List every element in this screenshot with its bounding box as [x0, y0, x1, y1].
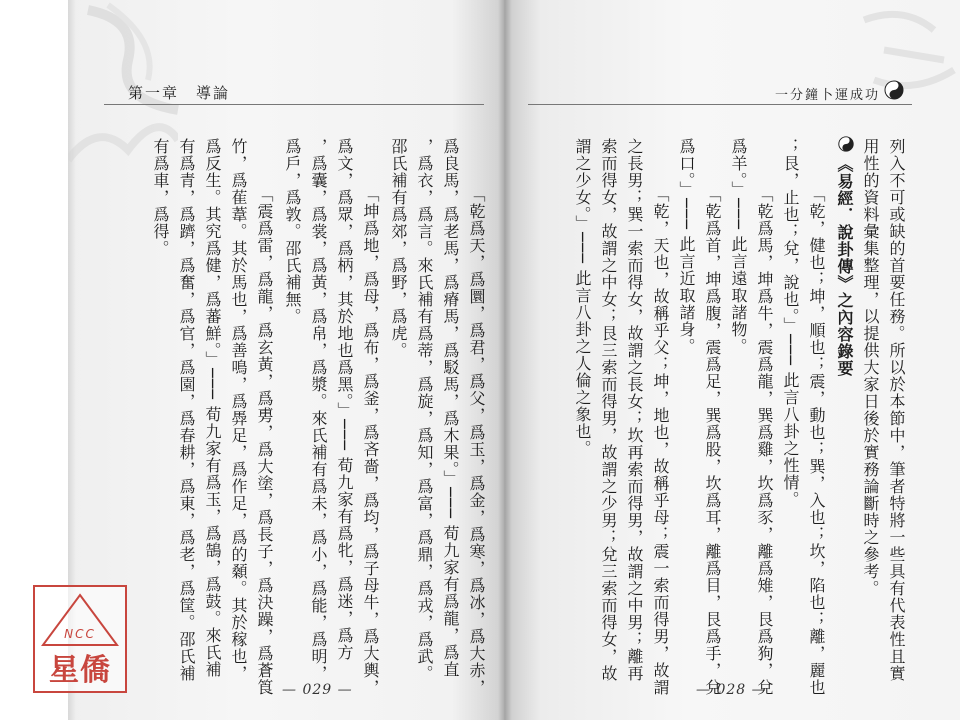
text-column: 爲文，爲眾，爲柄，其於地也爲黑。」─── 荀九家有爲牝，爲迷，爲方	[335, 138, 354, 661]
text-column: 爲口。」─── 此言近取諸身。	[677, 138, 696, 355]
text-column: 「震爲雷，爲龍，爲玄黃，爲旉，爲大塗，爲長子，爲決躁，爲蒼筤	[255, 186, 274, 696]
text-column: ，爲衣，爲言。來氏補有爲蒂，爲旋，爲知，爲富，爲鼎，爲戎，爲武。	[415, 138, 434, 682]
text-column: 有爲青，爲躋，爲奮，爲官，爲園，爲春耕，爲東，爲老，爲筐。邵氏補	[177, 138, 196, 682]
right-page	[504, 0, 960, 720]
text-column: 爲反生。其究爲健，爲蕃鮮。」─── 荀九家有爲玉，爲鵠，爲鼓。來氏補	[203, 138, 222, 678]
yin-yang-icon	[884, 80, 904, 100]
text-column: ；艮，止也；兌，說也。」─── 此言八卦之性情。	[781, 138, 800, 508]
header-rule	[104, 104, 484, 105]
section-heading: 《易經．說卦傳》之內容錄要	[835, 156, 854, 377]
header-rule	[528, 104, 912, 105]
text-column: 列入不可或缺的首要任務。所以於本節中，筆者特將一些具有代表性且實	[887, 138, 906, 682]
chapter-header: 第一章 導論	[128, 84, 231, 102]
ncc-logo-stamp	[33, 585, 127, 693]
text-column: 竹，爲萑葦。其於馬也，爲善鳴，爲馵足，爲作足，爲的顙。其於稼也，	[229, 138, 248, 682]
text-column: 之長男；巽一索而得女，故謂之長女；坎再索而得男，故謂之中男；離再	[625, 138, 644, 682]
yin-yang-bullet-icon	[838, 136, 854, 152]
text-column: 索而得女，故謂之中女；艮三索而得男，故謂之少男；兌三索而得女，故	[599, 138, 618, 682]
text-column: 「乾爲首，坤爲腹，震爲足，巽爲股，坎爲耳，離爲目，艮爲手，兌	[703, 186, 722, 696]
text-column: 「乾，健也；坤，順也；震，動也；巽，入也；坎，陷也；離，麗也	[807, 186, 826, 696]
book-title-header: 一分鐘卜運成功	[774, 88, 880, 103]
text-column: 謂之少女。」─── 此言八卦之人倫之象也。	[573, 138, 592, 457]
text-column: ，爲囊，爲裳，爲黃，爲帛，爲漿。來氏補有爲未，爲小，爲能，爲明，	[309, 138, 328, 682]
text-column: 「坤爲地，爲母，爲布，爲釜，爲吝嗇，爲均，爲子母牛，爲大輿，	[361, 186, 380, 696]
text-column: 有爲車，爲得。	[151, 138, 170, 257]
text-column: 爲羊。」─── 此言遠取諸物。	[729, 138, 748, 355]
stamp-ncc-text: NCC	[64, 627, 96, 641]
text-column: 「乾，天也，故稱乎父；坤，地也，故稱乎母；震一索而得男，故謂	[651, 186, 670, 696]
page-number: — 029 —	[282, 682, 353, 698]
text-column: 邵氏補有爲郊，爲野，爲虎。	[389, 138, 408, 359]
text-column: 用性的資料彙集整理，以提供大家日後於實務論斷時之參考。	[861, 138, 880, 597]
text-column: 爲良馬，爲老馬，爲瘠馬，爲駁馬，爲木果。」─── 荀九家有爲龍，爲直	[441, 138, 460, 678]
stamp-name-text: 星僑	[49, 653, 111, 688]
open-book	[68, 0, 960, 720]
text-column: 爲戶，爲敦。邵氏補無。	[283, 138, 302, 325]
text-column: 「乾爲馬，坤爲牛，震爲龍，巽爲雞，坎爲豕，離爲雉，艮爲狗，兌	[755, 186, 774, 696]
page-number: — 028 —	[696, 682, 767, 698]
book-gutter	[498, 0, 512, 720]
text-column: 「乾爲天，爲圜，爲君，爲父，爲玉，爲金，爲寒，爲冰，爲大赤，	[467, 186, 486, 696]
left-page	[68, 0, 504, 720]
